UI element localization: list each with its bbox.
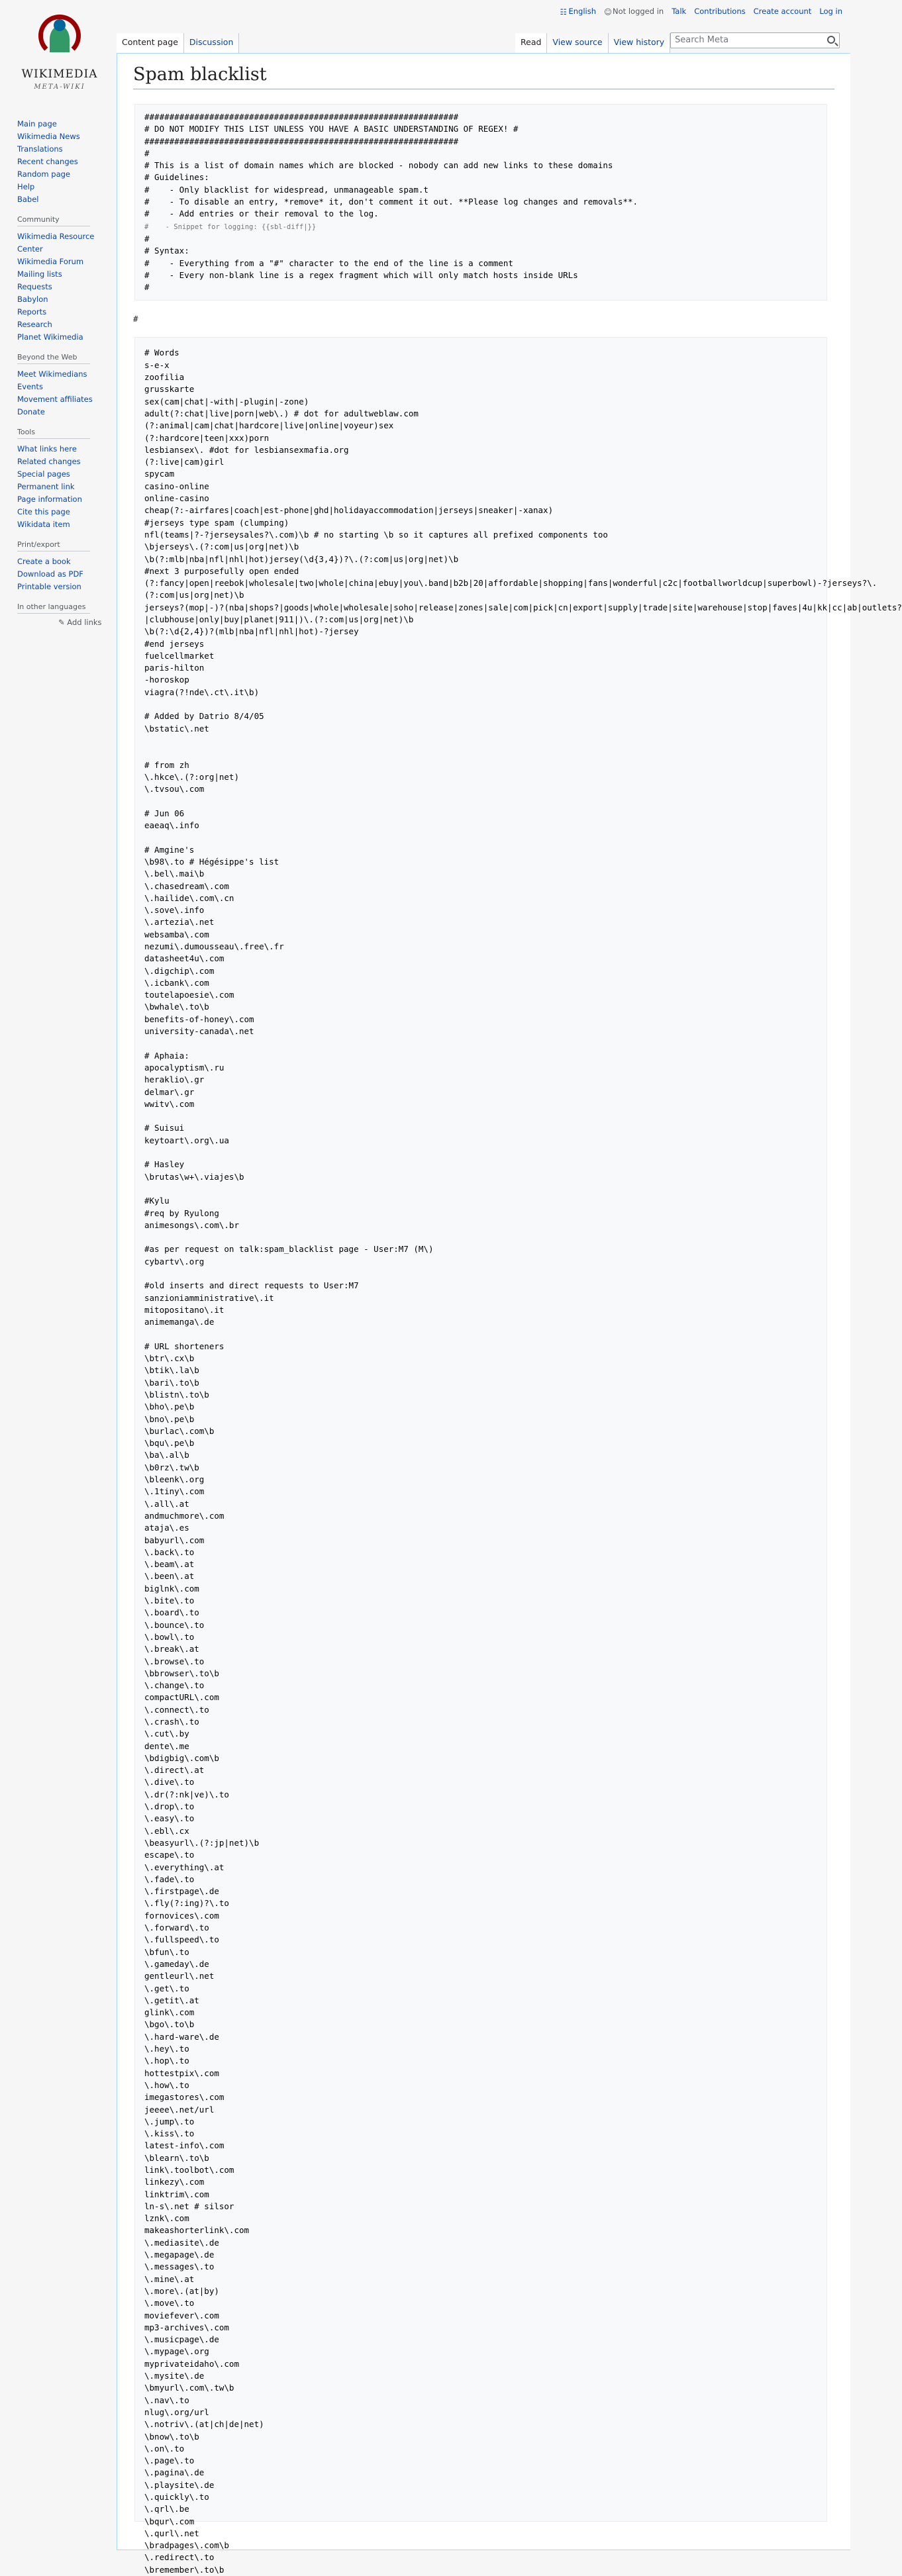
sidebar-item[interactable]: Special pages [17, 469, 70, 479]
blacklist-header-block: ############################################################### # DO NOT MODIFY THIS LIST UNLESS YOU HAVE A BASIC UNDERSTANDING OF REGEX! # ############################################################### # # This is a list of domain names which are blocked - nobody can add new links to these domains # Guidelines: # - Only blacklist for widespread, unmanageable spam.t # - To disable an entry, *remove* it, don't comment it out. **Please log changes and removals**. # - Add entries or their removal to the log. # - Snippet for logging: {{sbl-diff|}} # # Syntax: # - Everything from a "#" character to the end of the line is a comment # - Every non-blank line is a regex fragment which will only match hosts inside URLs # [134, 104, 827, 301]
sidebar-item[interactable]: Mailing lists [17, 269, 62, 279]
sidebar-item[interactable]: Download as PDF [17, 569, 83, 579]
tab-content-page[interactable]: Content page [117, 33, 184, 53]
sidebar-navigation [17, 118, 117, 206]
sidebar-tools [17, 428, 117, 531]
sidebar-item[interactable]: Cite this page [17, 507, 70, 516]
user-icon: ☺ [604, 7, 613, 17]
sidebar-item[interactable]: Wikimedia News [17, 132, 80, 141]
tab-view-history[interactable]: View history [609, 33, 671, 53]
sidebar-item[interactable]: Create a book [17, 557, 71, 566]
wikimedia-globe-icon [38, 15, 81, 57]
language-selector[interactable]: ☷ English [560, 7, 597, 17]
hash-line: # [133, 314, 138, 324]
pencil-icon: ✎ [58, 618, 65, 627]
sidebar-item[interactable]: Meet Wikimedians [17, 369, 87, 379]
sidebar-heading-community: Community [17, 215, 90, 226]
contributions-link[interactable]: Contributions [694, 7, 746, 16]
sidebar-heading-tools: Tools [17, 428, 90, 439]
logo-subtitle: META-WIKI [34, 83, 85, 91]
search-icon[interactable] [827, 36, 835, 44]
sidebar-item[interactable]: What links here [17, 444, 77, 453]
tab-view-source[interactable]: View source [547, 33, 608, 53]
sidebar-item[interactable]: Help [17, 182, 35, 191]
tab-read[interactable]: Read [515, 33, 547, 53]
page-title: Spam blacklist [133, 64, 834, 89]
sidebar-item[interactable]: Babel [17, 195, 39, 204]
login-link[interactable]: Log in [819, 7, 842, 16]
sidebar-item[interactable]: Wikimedia Resource Center [17, 232, 95, 254]
sidebar-item[interactable]: Permanent link [17, 482, 75, 491]
sidebar-beyond-web [17, 353, 117, 418]
sidebar-item[interactable]: Requests [17, 282, 52, 291]
sidebar-item[interactable]: Page information [17, 495, 82, 504]
sidebar-heading-languages: In other languages [17, 602, 90, 614]
main-content [117, 53, 902, 2575]
sidebar-print-export [17, 540, 117, 593]
sidebar-item[interactable]: Research [17, 320, 52, 329]
sidebar-community [17, 215, 117, 344]
blacklist-entries: # Words s-e-x zoofilia grusskarte sex(cam|chat|-with|-plugin|-zone) adult(?:chat|live|porn|web\.) # dot for adultweblaw.com (?:animal|cam|chat|hardcore|live|online|voyeur)sex (?:hardcore|teen|xxx)porn lesbiansex\. #dot for lesbiansexmafia.org (?:live|cam)girl spycam casino-online online-casino cheap(?:-airfares|coach|est-phone|ghd|holidayaccommodation|jerseys|sneaker|-xanax) #jerseys type spam (clumping) nfl(teams|?-?jerseysales?\.com)\b # no starting \b so it captures all prefixed components too \bjerseys\.(?:com|us|org|net)\b \b(?:mlb|nba|nfl|nhl|hot)jersey(\d{3,4})?\.(?:com|us|org|net)\b #next 3 purposefully open ended (?:fancy|open|reebok|wholesale|two|whole|china|ebuy|you\.band|b2b|20|affordable|shopping|fans|wonderful|c2c|footballworldcup|superbowl)-?jerseys?\. (?:com|us|org|net)\b jerseys?(mop|-)?(nba|shops?|goods|whole|wholesale|soho|release|zones|sale|com|pick|cn|export|supply|trade|site|warehouse|stop|faves|4u|kk|cc|ab|outlets? |clubhouse|only|buy|planet|911|)\.(?:com|us|org|net)\b \b(?:\d{2,4})?(mlb|nba|nfl|nhl|hot)-?jersey #end jerseys fuelcellmarket paris-hilton -horoskop viagra(?!nde\.ct\.it\b) # Added by Datrio 8/4/05 \bstatic\.net # from zh \.hkce\.(?:org|net) \.tvsou\.com # Jun 06 eaeaq\.info # Amgine's \b98\.to # Hégésippe's list \.bel\.mai\b \.chasedream\.com \.hailide\.com\.cn \.sove\.info \.artezia\.net websamba\.com nezumi\.dumousseau\.free\.fr datasheet4u\.com \.digchip\.com \.icbank\.com toutelapoesie\.com \bwhale\.to\b benefits-of-honey\.com university-canada\.net # Aphaia: apocalyptism\.ru heraklio\.gr delmar\.gr wwitv\.com # Suisui keytoart\.org\.ua # Hasley \brutas\w+\.viajes\b #Kylu #req by Ryulong animesongs\.com\.br #as per request on talk:spam_blacklist page - User:M7 (M\) cybartv\.org #old inserts and direct requests to User:M7 sanzioniamministrative\.it mitopositano\.it animemanga\.de # URL shorteners \btr\.cx\b \btik\.la\b \bari\.to\b \blistn\.to\b \bho\.pe\b \bno\.pe\b \burlac\.com\b \bqu\.pe\b \ba\.al\b \b0rz\.tw\b \bleenk\.org \.1tiny\.com \.all\.at andmuchmore\.com ataja\.es babyurl\.com \.back\.to \.beam\.at \.been\.at biglnk\.com \.bite\.to \.board\.to \.bounce\.to \.bowl\.to \.break\.at \.browse\.to \bbrowser\.to\b \.change\.to compactURL\.com \.connect\.to \.crash\.to \.cut\.by dente\.me \bdigbig\.com\b \.direct\.at \.dive\.to \.dr(?:nk|ve)\.to \.drop\.to \.easy\.to \.ebl\.cx \beasyurl\.(?:jp|net)\b escape\.to \.everything\.at \.fade\.to \.firstpage\.de \.fly(?:ing)?\.to fornovices\.com \.forward\.to \.fullspeed\.to \bfun\.to \.gameday\.de gentleurl\.net \.get\.to \.getit\.at glink\.com \bgo\.to\b \.hard-ware\.de \.hey\.to \.hop\.to hottestpix\.com \.how\.to imegastores\.com jeeee\.net/url \.jump\.to \.kiss\.to latest-info\.com \blearn\.to\b link\.toolbot\.com linkezy\.com linktrim\.com ln-s\.net # silsor lznk\.com makeashorterlink\.com \.mediasite\.de \.megapage\.de \.messages\.to \.mine\.at \.more\.(at|by) \.move\.to moviefever\.com mp3-archives\.com \.musicpage\.de \.mypage\.org myprivateidaho\.com \.mysite\.de \bmyurl\.com\.tw\b \.nav\.to nlug\.org/url \.notriv\.(at|ch|de|net) \bnow\.to\b \.on\.to \.page\.to \.pagina\.de \.playsite\.de \.quickly\.to \.qrl\.be \bqur\.com \.qurl\.net \bradpages\.com\b \.redirect\.to \bremember\.to\b [134, 337, 827, 2522]
sidebar-languages [17, 602, 117, 627]
search-input[interactable]: Search Meta [670, 32, 840, 48]
sidebar-item[interactable]: Recent changes [17, 157, 78, 166]
sidebar-item[interactable]: Planet Wikimedia [17, 332, 83, 342]
namespace-tabs [117, 33, 239, 53]
language-icon: ☷ [560, 7, 567, 17]
sidebar-item[interactable]: Wikimedia Forum [17, 257, 84, 266]
not-logged-in: ☺Not logged in [604, 7, 664, 17]
personal-tools [560, 7, 843, 16]
talk-link[interactable]: Talk [672, 7, 687, 16]
site-logo[interactable] [13, 13, 103, 99]
sidebar-item[interactable]: Babylon [17, 295, 48, 304]
sidebar-heading-print: Print/export [17, 540, 90, 551]
sidebar-item[interactable]: Printable version [17, 582, 81, 591]
sidebar-item[interactable]: Events [17, 382, 43, 391]
sidebar [0, 118, 117, 636]
sidebar-item[interactable]: Donate [17, 407, 45, 416]
tab-discussion[interactable]: Discussion [184, 33, 239, 53]
sidebar-item[interactable]: Random page [17, 169, 70, 179]
add-links-button[interactable]: ✎ Add links [58, 618, 102, 627]
view-tabs [515, 33, 670, 53]
create-account-link[interactable]: Create account [753, 7, 812, 16]
logo-wordmark: WIKIMEDIA [21, 68, 98, 81]
sidebar-item[interactable]: Reports [17, 307, 47, 316]
sidebar-item[interactable]: Main page [17, 119, 57, 128]
sidebar-item[interactable]: Related changes [17, 457, 81, 466]
sidebar-item[interactable]: Wikidata item [17, 520, 70, 529]
sidebar-heading-beyond: Beyond the Web [17, 353, 90, 364]
snippet-line: # - Snippet for logging: {{sbl-diff|}} [144, 222, 317, 231]
sidebar-item[interactable]: Translations [17, 144, 63, 154]
sidebar-item[interactable]: Movement affiliates [17, 395, 93, 404]
